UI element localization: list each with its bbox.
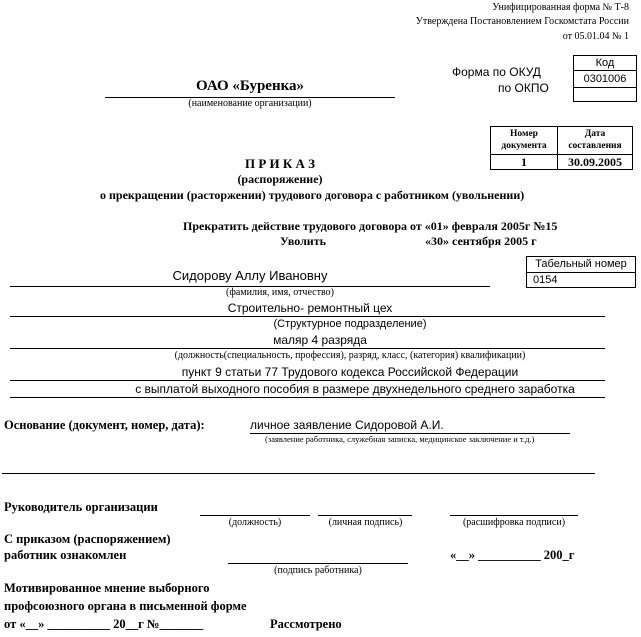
department-caption: (Структурное подразделение)	[273, 318, 427, 330]
organization-caption: (наименование организации)	[188, 98, 312, 109]
union-line3: от «__» __________ 20__г №_______	[4, 617, 204, 631]
head-decoding-line	[450, 515, 578, 516]
codes-box	[573, 55, 637, 102]
terminate-line: Прекратить действие трудового договора от «01» февраля 2005г №15	[183, 219, 558, 233]
head-signature-line	[318, 515, 412, 516]
payment-underline	[10, 397, 605, 398]
code-header: Код	[574, 56, 636, 71]
order-subtitle: (распоряжение)	[237, 172, 323, 186]
blank-line	[2, 473, 595, 474]
employee-name: Сидорову Аллу Ивановну	[172, 268, 328, 283]
union-considered: Рассмотрено	[270, 617, 342, 631]
approval-date-line: от 05.01.04 № 1	[562, 31, 629, 42]
tabel-box	[526, 256, 636, 288]
order-title: П Р И К А З	[244, 156, 316, 171]
department: Строительно- ремонтный цех	[227, 301, 393, 315]
okud-value: 0301006	[574, 71, 636, 88]
position: маляр 4 разряда	[273, 333, 367, 347]
dismiss-label: Уволить	[280, 234, 326, 248]
head-position-caption: (должность)	[228, 517, 282, 528]
form-line: Унифицированная форма № Т-8	[492, 2, 629, 13]
basis-value: личное заявление Сидоровой А.И.	[250, 418, 444, 432]
document-table	[490, 126, 633, 170]
head-signature-caption: (личная подпись)	[328, 517, 403, 528]
doc-number-value: 1	[491, 155, 558, 169]
employee-name-caption: (фамилия, имя, отчество)	[226, 287, 334, 298]
acknowledgment-line2: работник ознакомлен	[4, 548, 127, 562]
doc-number-header-line2: документа	[501, 141, 547, 151]
position-caption: (должность(специальность, профессия), разряд, класс, (категория) квалификации)	[174, 350, 526, 361]
basis-caption: (заявление работника, служебная записка, медицинское заключение и т.д.)	[265, 434, 535, 444]
doc-date-header	[558, 127, 632, 155]
union-line1: Мотивированное мнение выборного	[4, 581, 210, 595]
worker-signature-line	[228, 563, 408, 564]
basis-label: Основание (документ, номер, дата):	[4, 418, 205, 432]
payment-line: с выплатой выходного пособия в размере двухнедельного среднего заработка	[135, 382, 575, 396]
head-position-line	[200, 515, 310, 516]
order-description: о прекращении (расторжении) трудового договора с работником (увольнении)	[100, 188, 525, 202]
law-underline	[10, 380, 605, 381]
law-line: пункт 9 статьи 77 Трудового кодекса Российской Федерации	[181, 365, 519, 379]
okpo-value	[574, 87, 636, 101]
dismiss-date: «30» сентября 2005 г	[425, 234, 537, 248]
approved-line: Утверждена Постановлением Госкомстата России	[415, 16, 629, 27]
doc-number-header	[491, 127, 558, 155]
worker-signature-caption: (подпись работника)	[274, 565, 362, 576]
doc-date-header-line2: составления	[568, 141, 622, 151]
doc-date-header-line1: Дата	[584, 129, 606, 139]
head-label: Руководитель организации	[4, 500, 158, 514]
organization-name: ОАО «Буренка»	[195, 78, 305, 94]
position-underline	[10, 348, 605, 349]
acknowledgment-date: «__» __________ 200_г	[450, 548, 575, 562]
head-decoding-caption: (расшифровка подписи)	[462, 517, 566, 528]
okud-label: Форма по ОКУД	[452, 65, 541, 79]
tabel-header: Табельный номер	[527, 257, 635, 273]
union-line2: профсоюзного органа в письменной форме	[4, 599, 247, 613]
okpo-label: по ОКПО	[498, 81, 549, 95]
doc-number-header-line1: Номер	[510, 129, 538, 139]
doc-date-value: 30.09.2005	[568, 155, 622, 169]
tabel-value: 0154	[533, 274, 558, 286]
acknowledgment-line1: С приказом (распоряжением)	[4, 532, 171, 546]
department-underline	[10, 316, 605, 317]
